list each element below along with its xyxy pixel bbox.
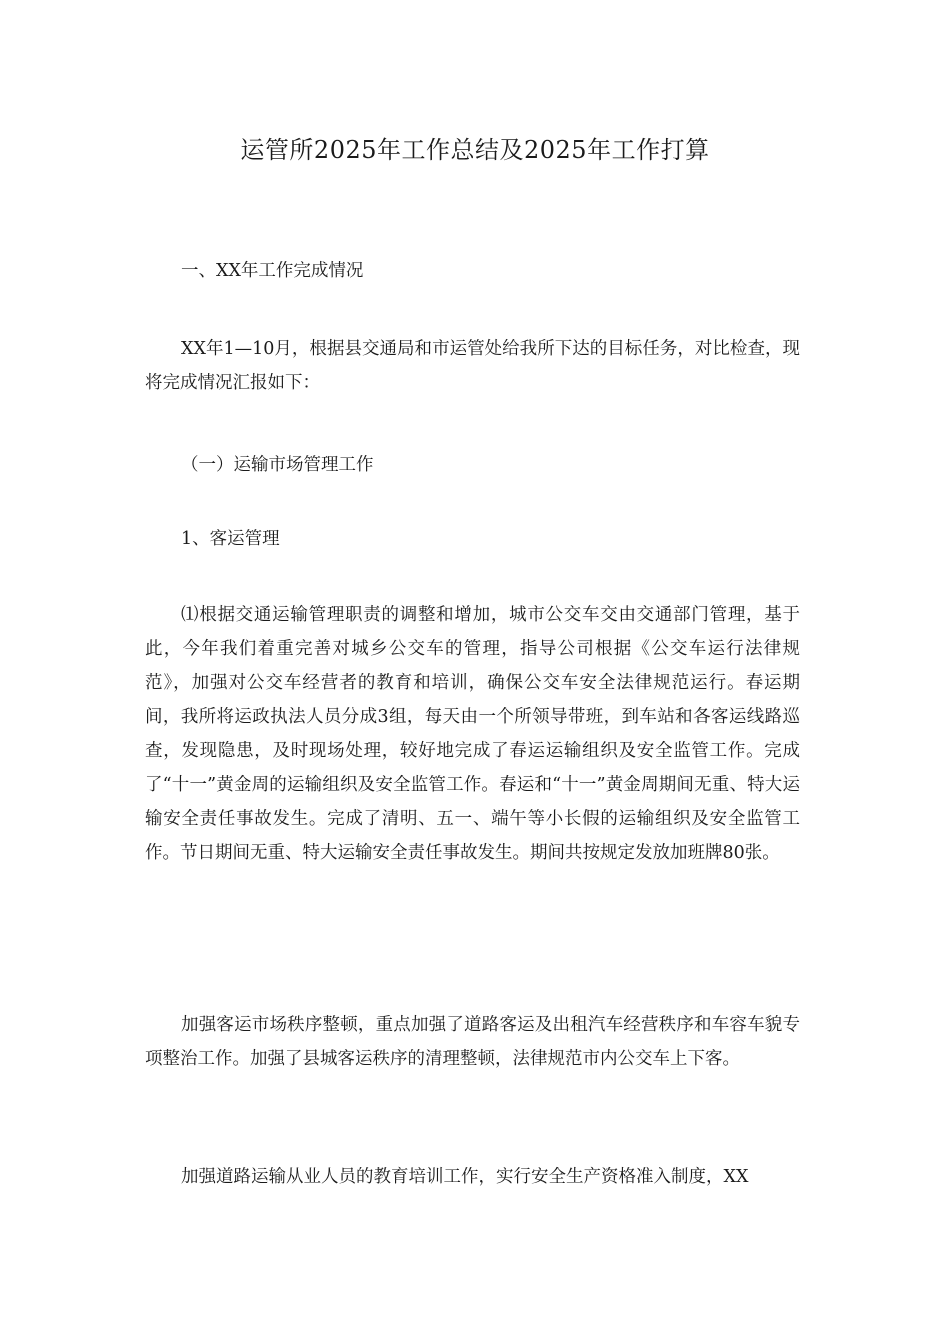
section-heading: 一、XX年工作完成情况 <box>181 261 364 281</box>
body-paragraph-2: 加强客运市场秩序整顿，重点加强了道路客运及出租汽车经营秩序和车容车貌专项整治工作。加强了县城客运秩序的清理整顿，法律规范市内公交车上下客。 <box>145 1015 800 1069</box>
subsection-heading: （一）运输市场管理工作 <box>181 455 374 475</box>
item-heading: 1、客运管理 <box>181 529 280 549</box>
body-paragraph-3: 加强道路运输从业人员的教育培训工作，实行安全生产资格准入制度，XX <box>181 1167 749 1187</box>
intro-paragraph: XX年1—10月，根据县交通局和市运管处给我所下达的目标任务，对比检查，现将完成情况汇报如下： <box>145 339 800 393</box>
body-paragraph-1: ⑴根据交通运输管理职责的调整和增加，城市公交车交由交通部门管理，基于此，今年我们着重完善对城乡公交车的管理，指导公司根据《公交车运行法律规范》，加强对公交车经营者的教育和培训，确保公交车安全法律规范运行。春运期间，我所将运政执法人员分成3组，每天由一个所领导带班，到车站和各客运线路巡查，发现隐患，及时现场处理，较好地完成了春运运输组织及安全监管工作。完成了“十一”黄金周的运输组织及安全监管工作。春运和“十一”黄金周期间无重、特大运输安全责任事故发生。完成了清明、五一、端午等小长假的运输组织及安全监管工作。节日期间无重、特大运输安全责任事故发生。期间共按规定发放加班牌80张。 <box>145 605 800 863</box>
document-title: 运管所2025年工作总结及2025年工作打算 <box>240 136 710 164</box>
